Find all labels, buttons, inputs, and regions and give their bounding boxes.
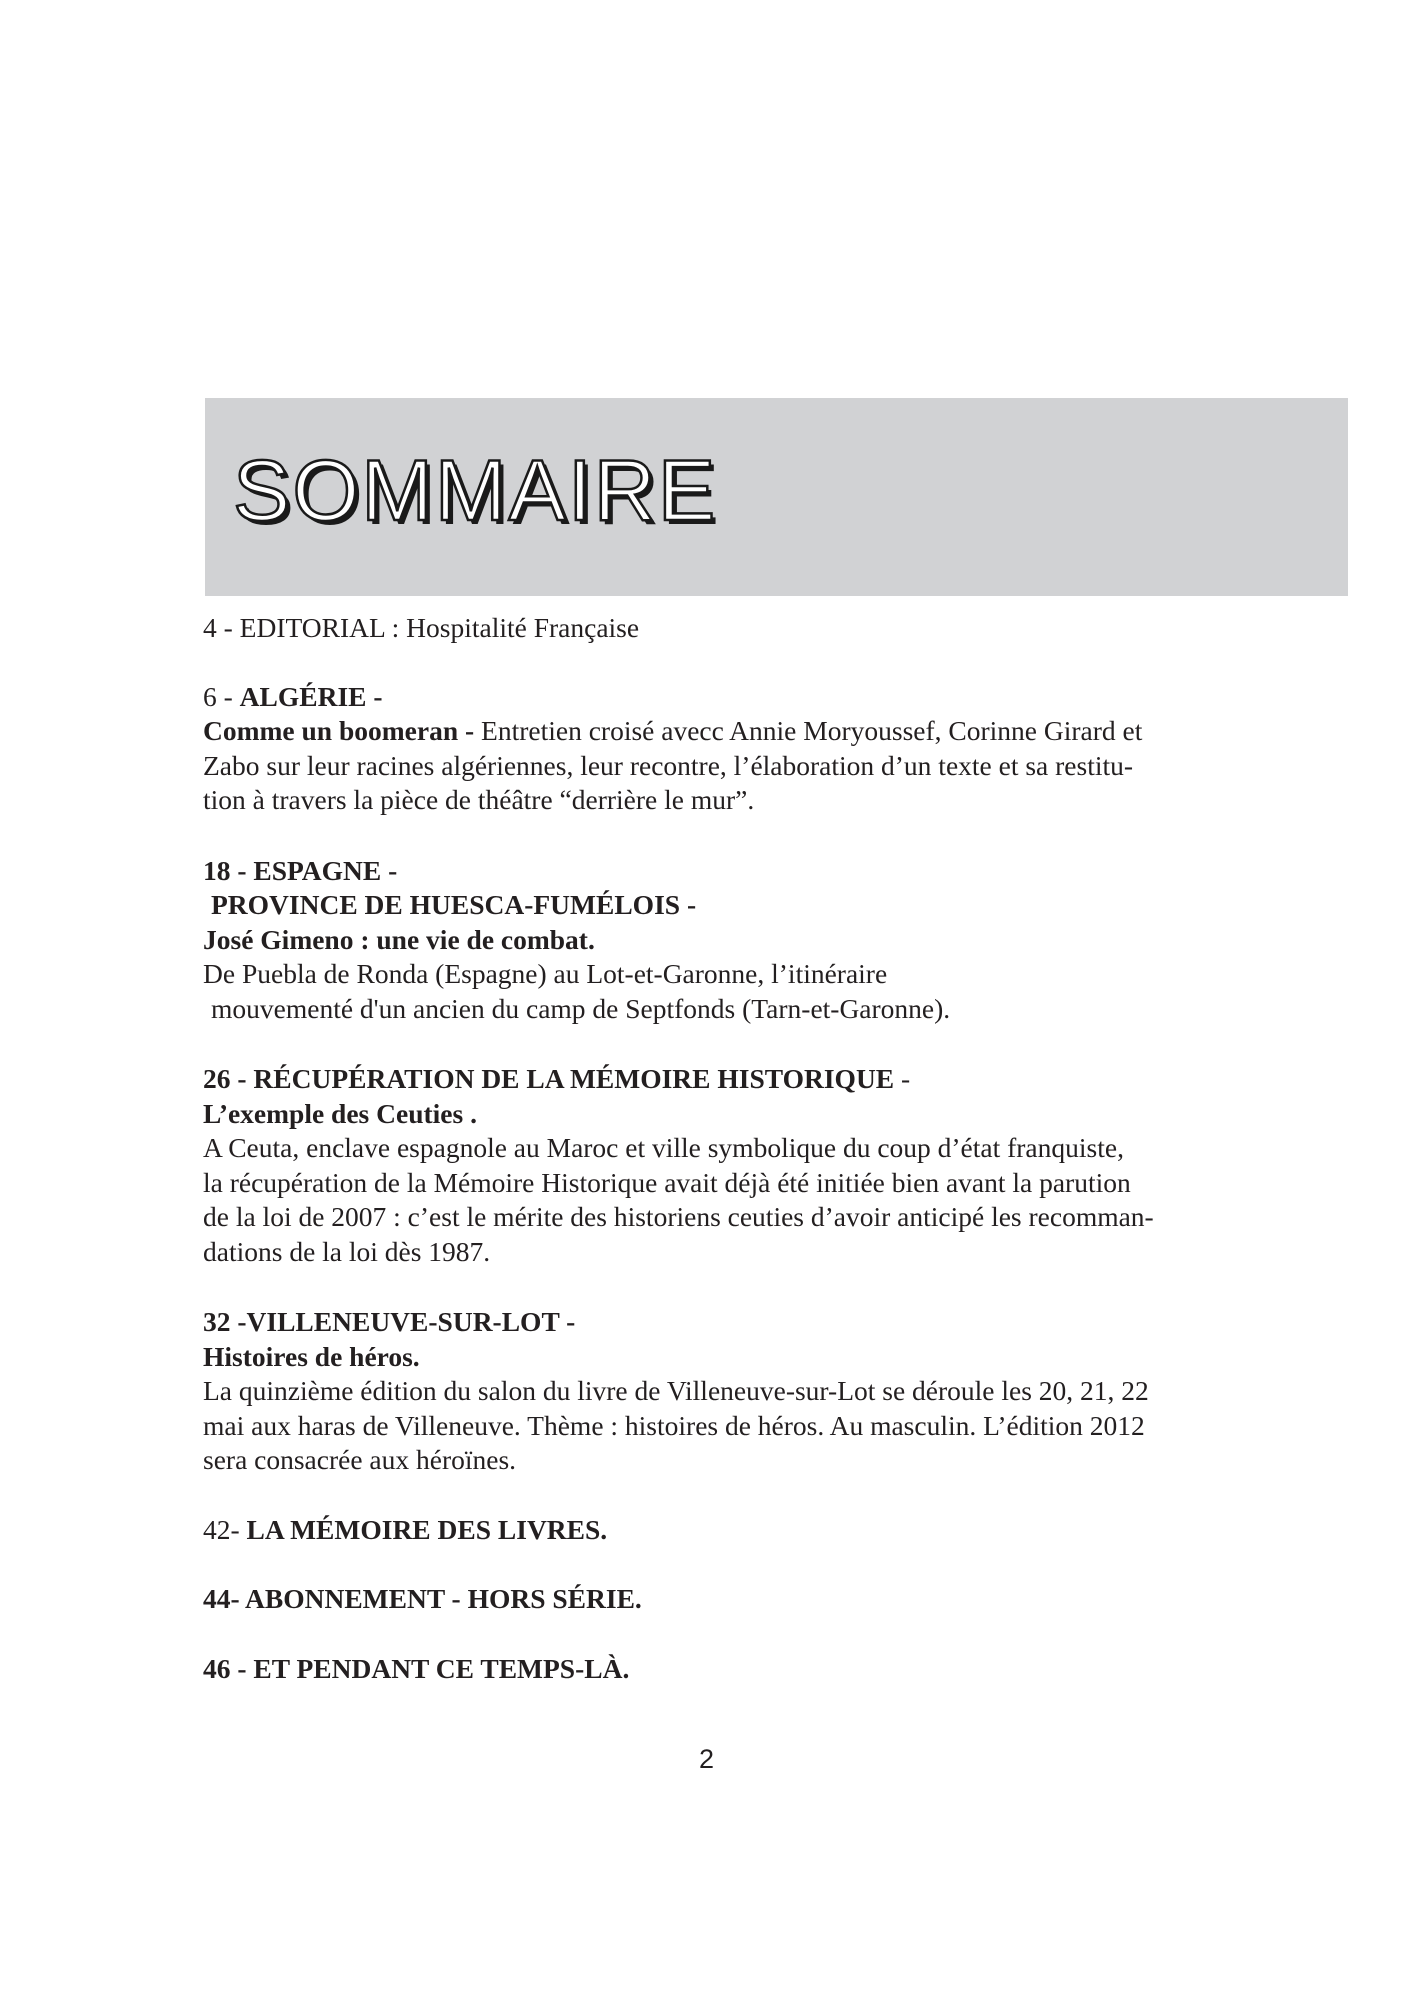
toc-description-line: la récupération de la Mémoire Historique avait déjà été initiée bien avant la parution [203,1166,1131,1198]
toc-description-line: mouvementé d'un ancien du camp de Septfonds (Tarn-et-Garonne). [211,992,951,1024]
toc-heading: 18 - ESPAGNE - [203,854,398,886]
toc-entry-abonnement [203,1582,1213,1617]
toc-line [203,611,1213,646]
toc-subtitle: José Gimeno : une vie de combat. [203,923,595,955]
toc-heading [203,1513,1213,1548]
toc-entry-pendant [203,1652,1213,1687]
toc-heading-tail: - [894,1063,911,1094]
toc-description-line: La quinzième édition du salon du livre de Villeneuve-sur-Lot se déroule les 20, 21, 22 [203,1375,1149,1406]
toc-entry-algerie [203,680,1213,818]
toc-heading-secondary: PROVINCE DE HUESCA-FUMÉLOIS - [211,889,697,920]
toc-heading: 44- ABONNEMENT - HORS SÉRIE. [203,1583,642,1614]
toc-entry-title: ALGÉRIE - [239,680,383,712]
toc-heading [203,1062,1213,1097]
toc-heading [203,680,1213,715]
title-band [205,398,1348,596]
toc-heading: 46 - ET PENDANT CE TEMPS-LÀ. [203,1652,630,1684]
toc-entry-memoire [203,1062,1213,1269]
page-title: SOMMAIRE [233,443,718,539]
toc-description [203,714,1213,749]
toc-description-line: sera consacrée aux héroïnes. [203,1444,517,1475]
toc-subtitle: L’exemple des Ceuties . [203,1097,477,1129]
toc-entry-villeneuve [203,1305,1213,1478]
toc-description-line: mai aux haras de Villeneuve. Thème : histoires de héros. Au masculin. L’édition 2012 [203,1409,1145,1441]
toc-heading: 32 -VILLENEUVE-SUR-LOT - [203,1306,576,1337]
toc-entry-espagne [203,854,1213,1027]
toc-entry-number: 6 - [203,680,240,712]
toc-entry-livres [203,1513,1213,1548]
toc-description-line: de la loi de 2007 : c’est le mérite des historiens ceuties d’avoir anticipé les recomman- [203,1201,1154,1232]
table-of-contents [203,611,1213,1686]
toc-description-line: Zabo sur leur racines algériennes, leur recontre, l’élaboration d’un texte et sa restitu- [203,749,1134,781]
page-number: 2 [698,1744,715,1774]
toc-description-line: tion à travers la pièce de théâtre “derrière le mur”. [203,784,755,815]
toc-entry-number: 42- [203,1513,247,1545]
toc-subtitle: Histoires de héros. [203,1340,420,1372]
toc-description-line: De Puebla de Ronda (Espagne) au Lot-et-Garonne, l’itinéraire [203,958,888,989]
toc-entry-editorial [203,611,1213,646]
toc-entry-title: EDITORIAL : Hospitalité Française [239,612,640,643]
toc-description-line: A Ceuta, enclave espagnole au Maroc et ville symbolique du coup d’état franquiste, [203,1132,1124,1163]
toc-entry-number: 4 - [203,612,240,643]
toc-subtitle: Comme un boomeran - [203,715,475,746]
toc-description-line: dations de la loi dès 1987. [203,1235,491,1267]
toc-entry-title: 26 - RÉCUPÉRATION DE LA MÉMOIRE HISTORIQUE [203,1063,895,1094]
toc-entry-title: LA MÉMOIRE DES LIVRES. [246,1513,608,1545]
toc-description-text: Entretien croisé avecc Annie Moryoussef, Corinne Girard et [474,715,1143,746]
